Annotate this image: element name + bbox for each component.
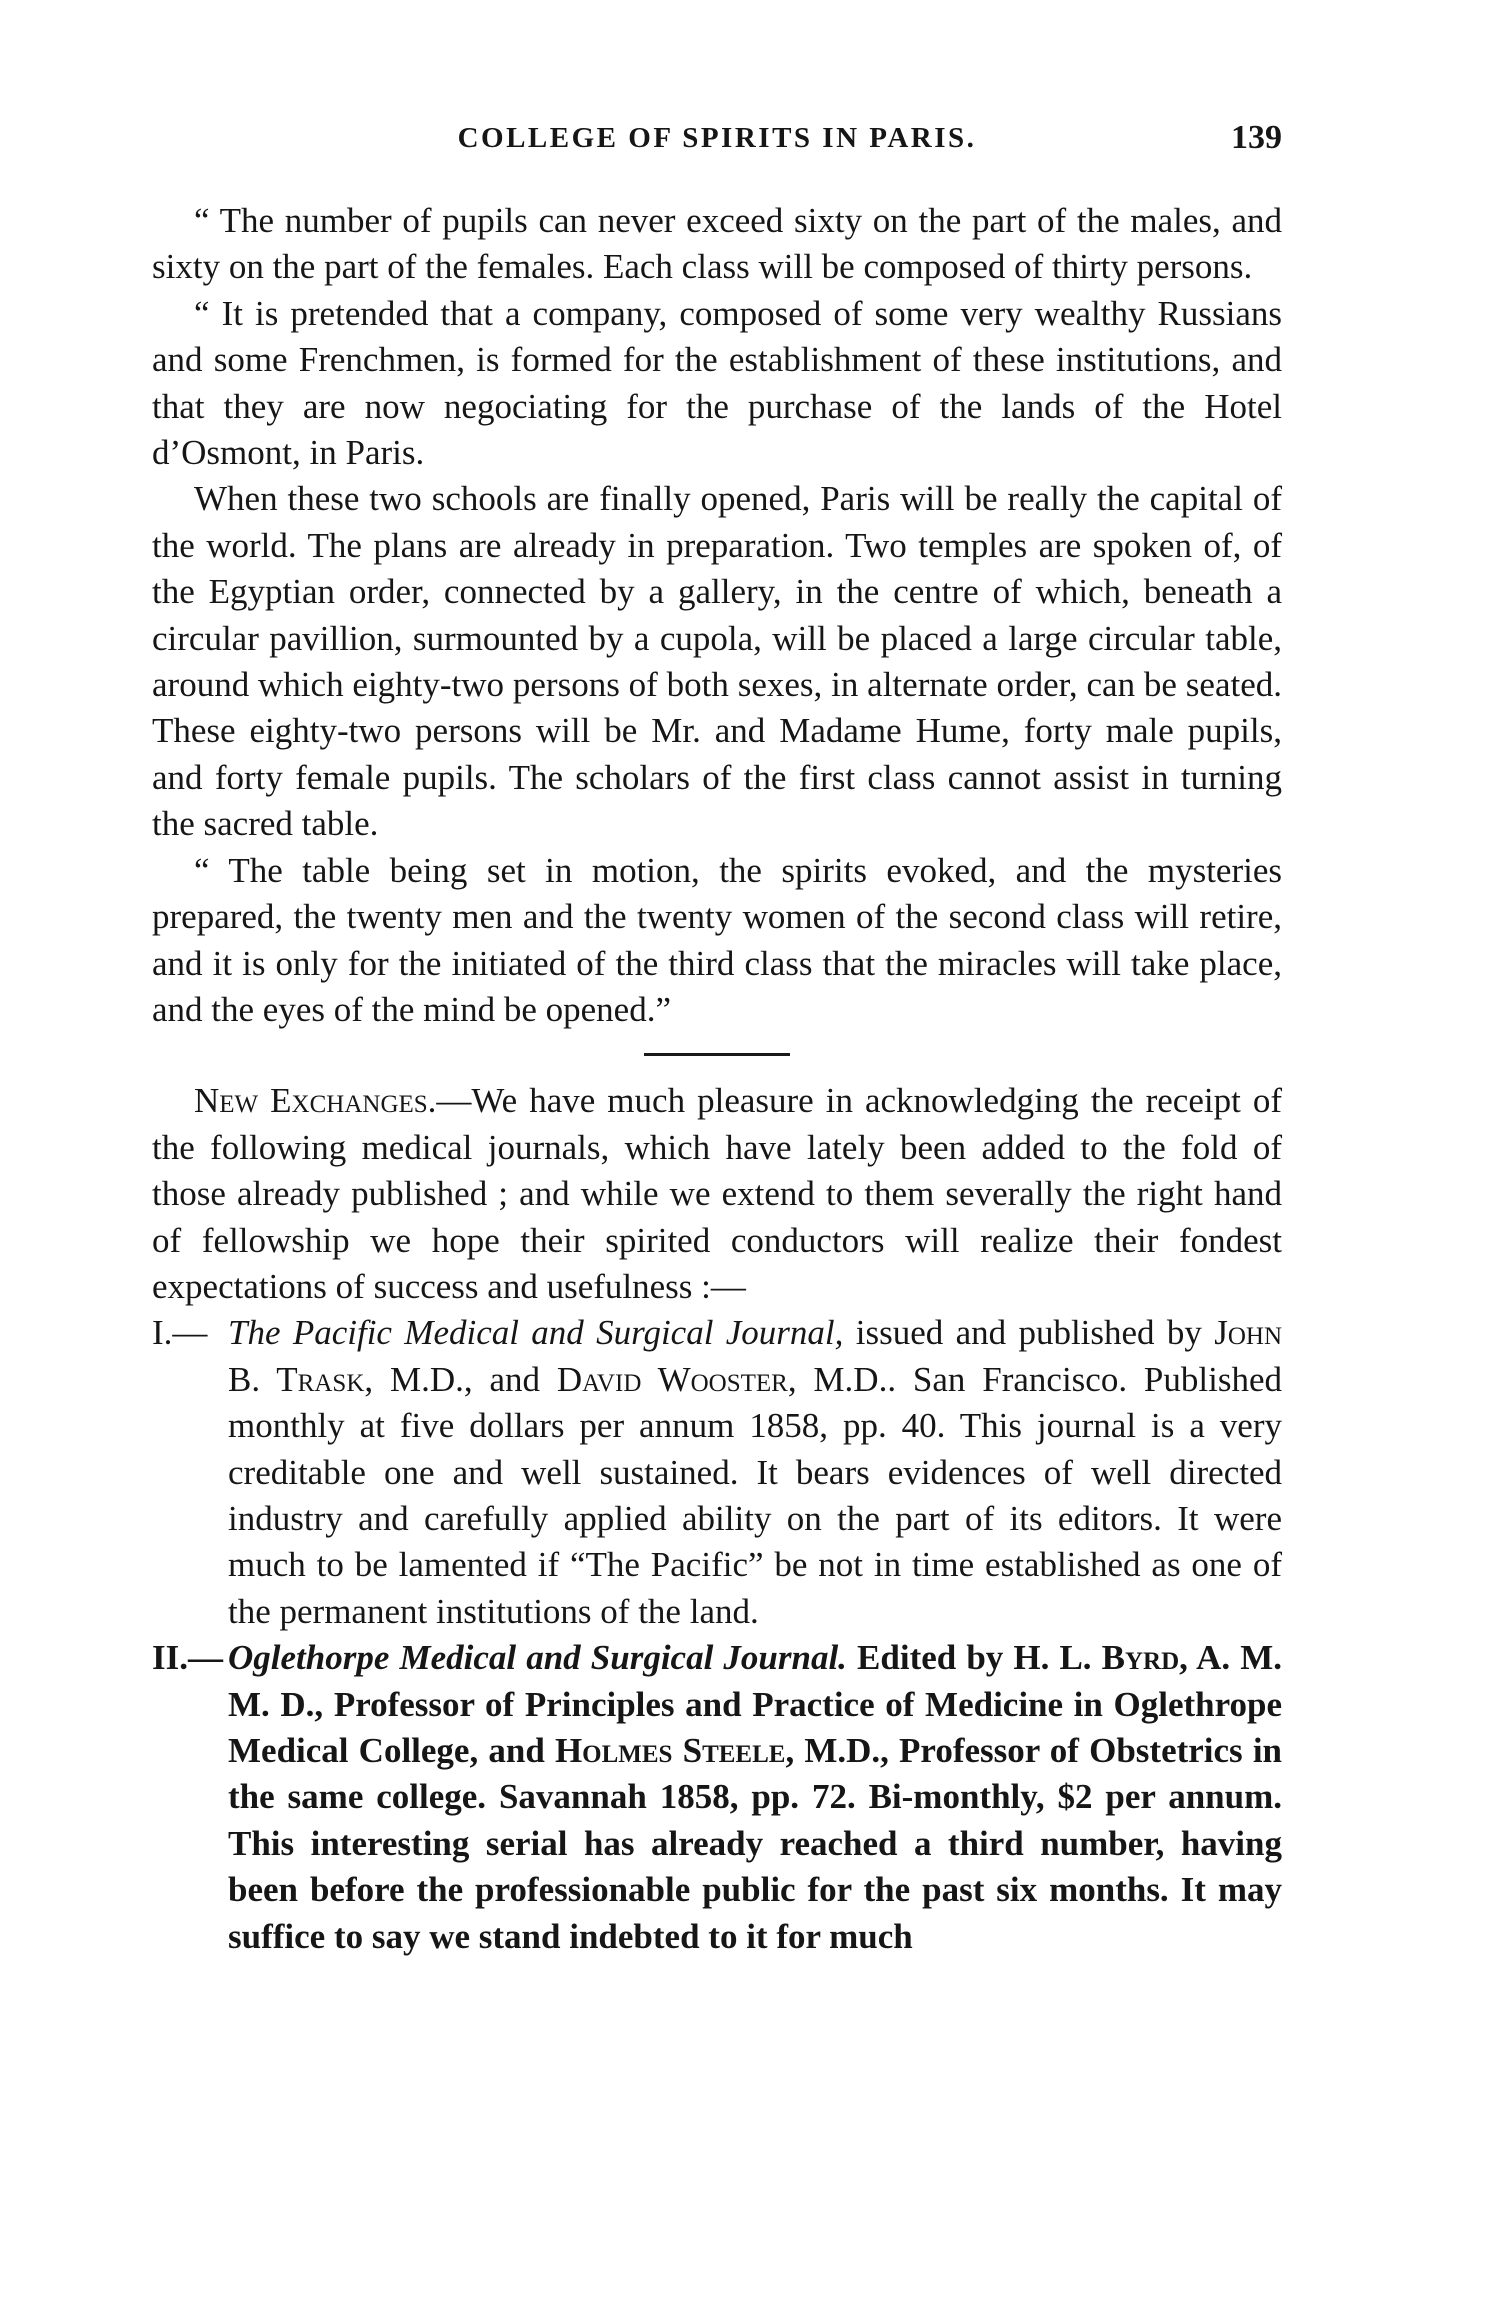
entry-number: I.— (152, 1313, 208, 1353)
editor-name: Byrd (1101, 1638, 1180, 1678)
journal-title: Oglethorpe Medical and Surgical Journal. (228, 1638, 847, 1678)
section-divider (644, 1053, 790, 1056)
quote-paragraph-1: “ The number of pupils can never exceed sixty on the part of the males, and sixty on the part of the females. Each class will be composed of thirty persons. (152, 201, 1282, 287)
exchanges-heading: New Exchanges. (194, 1081, 437, 1121)
running-head-title: COLLEGE OF SPIRITS IN PARIS. (457, 122, 977, 154)
entry-text: , A. M. M. D., Professor of Principles and Practice of Medicine in Oglethrope Medical College, and (228, 1638, 1282, 1770)
entry-text: , M.D., Professor of Obstetrics in the same college. Savannah 1858, pp. 72. Bi-monthly, $2 per annum. This interesting serial has already reached a third number, having been before the professionable public for the past six months. It may suffice to say we stand indebted to it for much (228, 1731, 1283, 1956)
entry-text: , M.D., and (364, 1359, 557, 1399)
exchanges-intro: —We have much pleasure in acknowledging the receipt of the following medical journals, which have lately been added to the fold of those already published ; and while we extend to them severally the right hand of fellowship we hope their spirited conductors will realize their fondest expectations of success and usefulness :— (152, 1081, 1282, 1306)
journal-title: The Pacific Medical and Surgical Journal, (228, 1313, 844, 1353)
quote-paragraph-4: “ The table being set in motion, the spirits evoked, and the mysteries prepared, the twenty men and the twenty women of the second class will retire, and it is only for the initiated of the third class that the miracles will take place, and the eyes of the mind be opened.” (152, 850, 1282, 1029)
entry-text: Edited by H. L. (846, 1638, 1102, 1678)
journal-entry-2 (152, 1635, 1282, 1960)
quote-paragraph-2: “ It is pretended that a company, composed of some very wealthy Russians and some Frenchmen, is formed for the establishment of these institutions, and that they are now negociating for the purchase of the lands of the Hotel d’Osmont, in Paris. (152, 293, 1282, 473)
page-number: 139 (1231, 119, 1282, 156)
quote-paragraph-3: When these two schools are finally opened, Paris will be really the capital of the world. The plans are already in preparation. Two temples are spoken of, of the Egyptian order, connected by a gallery, in the centre of which, beneath a circular pavillion, surmounted by a cupola, will be placed a large circular table, around which eighty-two persons of both sexes, in alternate order, can be seated. These eighty-two persons will be Mr. and Madame Hume, forty male pupils, and forty female pupils. The scholars of the first class cannot assist in turning the sacred table. (152, 479, 1282, 844)
entry-text: , M.D.. San Francisco. Published monthly at five dollars per annum 1858, pp. 40. This journal is a very creditable one and well sustained. It bears evidences of well directed industry and carefully applied ability on the part of its editors. It were much to be lamented if “The Pacific” be not in time established as one of the permanent institutions of the land. (228, 1359, 1282, 1631)
editor-name: John B. Trask (228, 1313, 1283, 1399)
body-text (152, 198, 1282, 1960)
exchanges-paragraph (152, 1078, 1282, 1310)
journal-entry-1 (152, 1310, 1282, 1635)
editor-name: David Wooster (556, 1359, 788, 1399)
editor-name: Holmes Steele (554, 1731, 786, 1770)
entry-text: issued and published by (843, 1313, 1215, 1353)
running-head (152, 118, 1282, 158)
entry-number: II.— (152, 1638, 223, 1678)
